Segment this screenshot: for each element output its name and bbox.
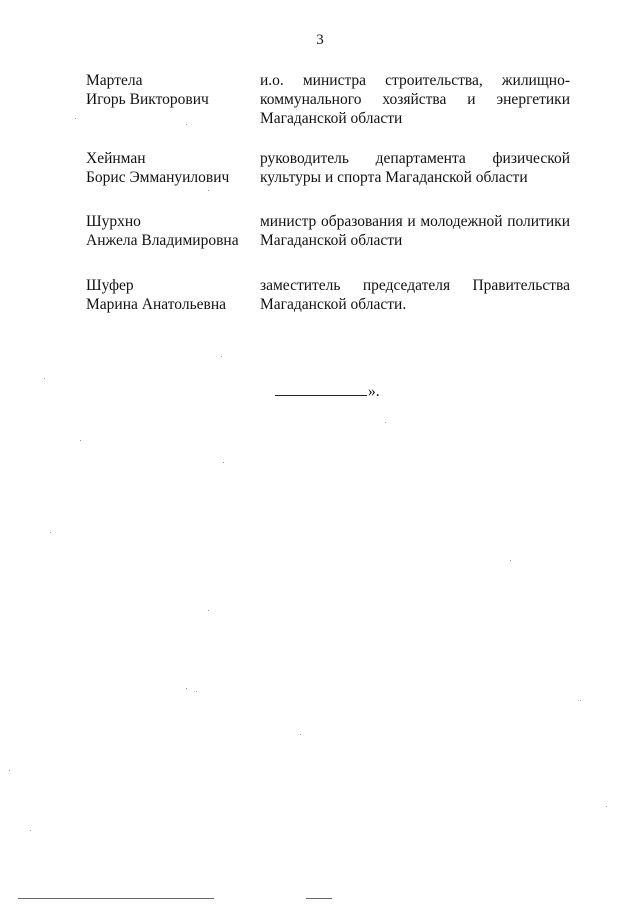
member-given-name: Анжела Владимировна — [86, 232, 239, 249]
page-number: 3 — [316, 32, 324, 48]
member-role-line: и.о. министра строительства, жилищно- — [260, 72, 570, 89]
member-name — [86, 212, 246, 250]
scan-speck — [50, 532, 51, 533]
member-role-line: коммунального хозяйства и энергетики — [260, 91, 570, 108]
scan-speck — [221, 356, 222, 357]
scan-speck — [9, 770, 10, 771]
scan-speck — [80, 440, 81, 441]
member-surname: Шуфер — [86, 277, 134, 294]
member-role-line: Магаданской области — [260, 232, 403, 249]
member-role — [260, 276, 570, 314]
footer-rule-short — [306, 898, 332, 899]
member-surname: Мартела — [86, 72, 143, 89]
member-name — [86, 149, 246, 187]
member-role-line: Магаданской области — [260, 110, 403, 127]
scan-speck — [510, 560, 511, 561]
scan-speck — [44, 378, 45, 379]
closing-line — [275, 381, 380, 401]
member-role-line: культуры и спорта Магаданской области — [260, 169, 528, 186]
scan-speck — [30, 830, 31, 831]
scan-speck — [186, 124, 187, 125]
member-role-line: руководитель департамента физической — [260, 150, 570, 167]
member-given-name: Игорь Викторович — [86, 91, 209, 108]
scan-speck — [300, 734, 301, 735]
member-role-line: Магаданской области. — [260, 296, 407, 313]
member-role-line: министр образования и молодежной политики — [260, 213, 570, 230]
member-name — [86, 276, 246, 314]
member-given-name: Борис Эммануилович — [86, 169, 230, 186]
scan-speck — [196, 691, 197, 692]
scan-speck — [75, 118, 76, 119]
member-role — [260, 212, 570, 250]
member-surname: Хейнман — [86, 150, 146, 167]
scan-speck — [208, 610, 209, 611]
scan-speck — [385, 422, 386, 423]
member-given-name: Марина Анатольевна — [86, 296, 227, 313]
footer-rule — [18, 898, 214, 899]
scan-speck — [223, 462, 224, 463]
blank-underline — [275, 381, 367, 396]
scan-speck — [580, 700, 581, 701]
member-role — [260, 71, 570, 128]
closing-quote-mark: ». — [368, 383, 380, 400]
member-surname: Шурхно — [86, 213, 141, 230]
scan-speck — [606, 806, 607, 807]
member-name — [86, 71, 246, 109]
scan-speck — [208, 190, 209, 191]
scan-speck — [186, 688, 187, 689]
member-role — [260, 149, 570, 187]
member-role-line: заместитель председателя Правительства — [260, 277, 570, 294]
